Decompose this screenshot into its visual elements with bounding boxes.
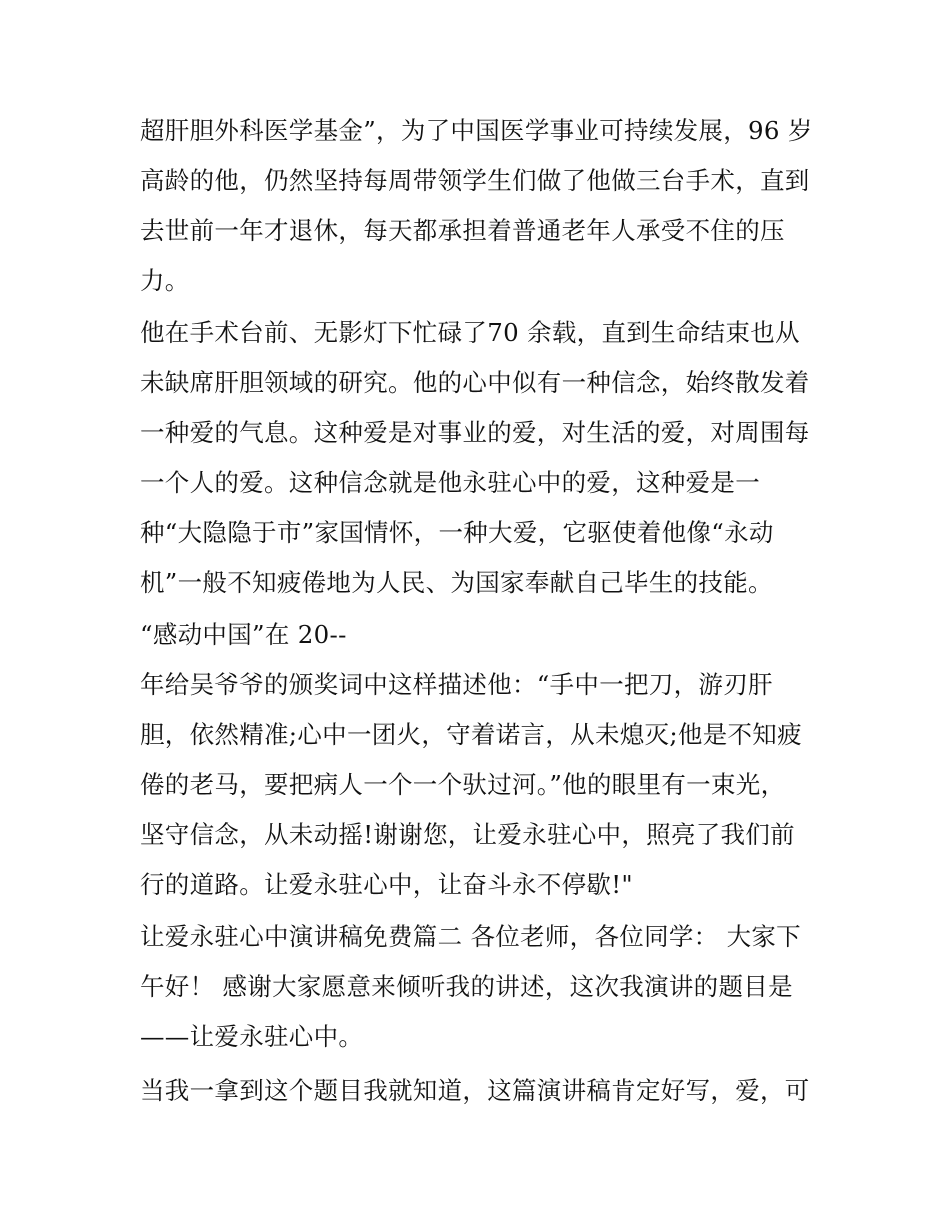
text-line: 午好！ 感谢大家愿意来倾听我的讲述，这次我演讲的题目是: [140, 972, 793, 1001]
text-line: 他在手术台前、无影灯下忙碌了70 余载，直到生命结束也从: [140, 318, 800, 347]
text-line: 当我一拿到这个题目我就知道，这篇演讲稿肯定好写，爱，可: [140, 1076, 810, 1105]
text-line: 年给吴爷爷的颁奖词中这样描述他：“手中一把刀，游刃肝: [140, 670, 773, 699]
text-line: 机”一般不知疲倦地为人民、为国家奉献自己毕生的技能。: [140, 568, 773, 597]
text-line: 行的道路。让爱永驻心中，让奋斗永不停歇!": [140, 870, 633, 899]
text-line: 倦的老马，要把病人一个一个驮过河。”他的眼里有一束光，: [140, 770, 786, 799]
text-line: “感动中国”在 20--: [140, 620, 347, 649]
text-line: 去世前一年才退休，每天都承担着普通老年人承受不住的压: [140, 216, 785, 245]
text-line: 坚守信念，从未动摇!谢谢您，让爱永驻心中，照亮了我们前: [140, 820, 795, 849]
text-line: 让爱永驻心中演讲稿免费篇二 各位老师，各位同学： 大家下: [140, 922, 801, 951]
text-line: 超肝胆外科医学基金”，为了中国医学事业可持续发展，96 岁: [140, 116, 813, 145]
text-line: 未缺席肝胆领域的研究。他的心中似有一种信念，始终散发着: [140, 368, 810, 397]
text-line: 胆，依然精准;心中一团火，守着诺言，从未熄灭;他是不知疲: [140, 720, 802, 749]
text-line: ——让爱永驻心中。: [140, 1022, 364, 1051]
text-line: 高龄的他，仍然坚持每周带领学生们做了他做三台手术，直到: [140, 166, 810, 195]
text-line: 种“大隐隐于市”家国情怀，一种大爱，它驱使着他像“永动: [140, 518, 774, 547]
text-line: 一种爱的气息。这种爱是对事业的爱，对生活的爱，对周围每: [140, 418, 810, 447]
text-line: 一个人的爱。这种信念就是他永驻心中的爱，这种爱是一: [140, 468, 760, 497]
text-line: 力。: [140, 266, 190, 295]
